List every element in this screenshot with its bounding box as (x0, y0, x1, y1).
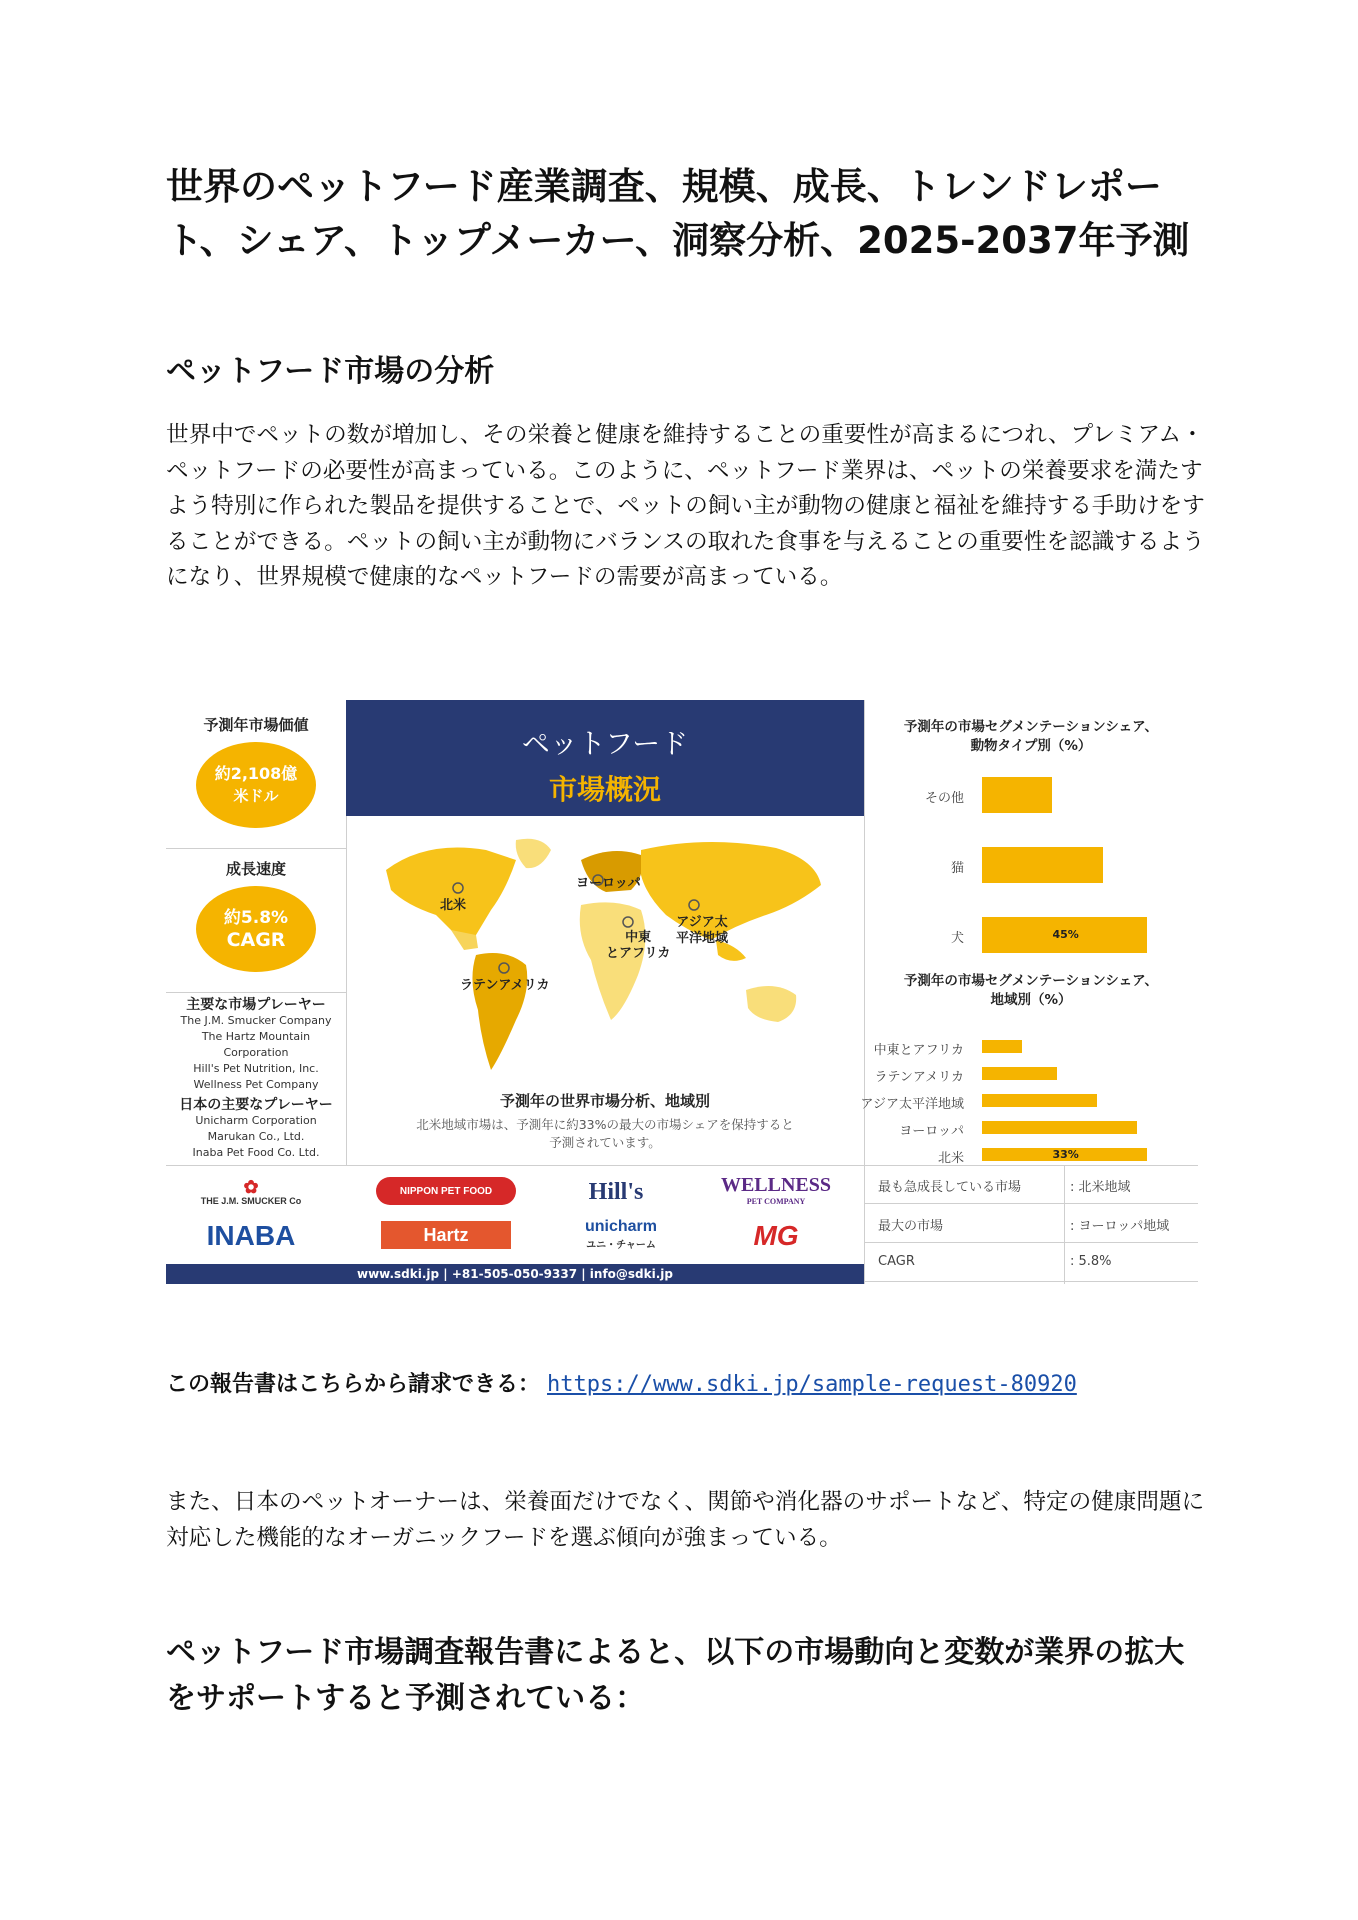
growth-unit: CAGR (226, 929, 286, 951)
bar-row (864, 1060, 1198, 1087)
region-label-europe: ヨーロッパ (576, 876, 641, 891)
bar-category-label: ラテンアメリカ (874, 1069, 964, 1085)
stat-value: : 北米地域 (1070, 1180, 1131, 1195)
bar-row (864, 1141, 1198, 1168)
region-label-apac (676, 915, 728, 947)
player-item: Inaba Pet Food Co. Ltd. (192, 1146, 320, 1159)
stat-row (864, 1243, 1198, 1282)
bar-row (860, 1087, 1198, 1114)
stat-row (864, 1165, 1198, 1204)
bar-category-label: 中東とアフリカ (873, 1042, 964, 1058)
map-note-line: 予測されています。 (549, 1135, 661, 1150)
wellness-logo (706, 1173, 846, 1207)
market-value-unit: 米ドル (233, 787, 279, 805)
logo-text: THE J.M. SMUCKER Co (200, 1196, 302, 1206)
stat-value: : 5.8% (1070, 1254, 1112, 1269)
logo-subtext: PET COMPANY (746, 1197, 806, 1206)
divider (166, 992, 346, 993)
bar (982, 777, 1052, 813)
bar-row (864, 1033, 1198, 1060)
logo-text: WELLNESS (720, 1174, 832, 1196)
infographic-right-panel (860, 700, 1198, 1166)
chart-title-line: 地域別（%） (990, 992, 1072, 1008)
overview-banner (346, 700, 864, 816)
japan-players-label: 日本の主要なプレーヤー (179, 1097, 333, 1113)
sample-request-link[interactable]: https://www.sdki.jp/sample-request-80920 (547, 1372, 1077, 1397)
region-chart-title (864, 972, 1198, 1010)
company-logos (166, 1165, 864, 1263)
player-item: The Hartz Mountain (201, 1030, 311, 1043)
bar-category-label: 北米 (937, 1150, 964, 1166)
region-label-north-america: 北米 (440, 898, 467, 913)
market-value-amount: 約2,108億 (214, 764, 298, 783)
contact-footer: www.sdki.jp | +81-505-050-9337 | info@sdki.jp (166, 1264, 864, 1284)
region-label-line: 中東 (625, 930, 652, 945)
growth-rate: 約5.8% (223, 908, 289, 928)
stat-key: 最大の市場 (878, 1219, 944, 1234)
analysis-paragraph: 世界中でペットの数が増加し、その栄養と健康を維持することの重要性が高まるにつれ、プレミアム・ペットフードの必要性が高まっている。このように、ペットフード業界は、ペットの栄養要求を満たすよう特別に作られた製品を提供することで、ペットの飼い主が動物の健康と福祉を維持する手助けをすることができる。ペットの飼い主が動物にバランスの取れた食事を与えることの重要性を認識するようになり、世界規模で健康的なペットフードの需要が高まっている。 (166, 422, 1205, 590)
market-stats-table (864, 1165, 1198, 1284)
region-label-line: アジア太 (676, 915, 728, 930)
animal-chart-title (864, 718, 1198, 756)
chart-title-line: 予測年の市場セグメンテーションシェア、 (903, 719, 1159, 735)
sample-request-label: この報告書はこちらから請求できる： (166, 1372, 541, 1397)
bar (982, 1094, 1097, 1107)
market-value-label: 予測年市場価値 (203, 716, 309, 734)
logo-text: unicharm (584, 1217, 657, 1235)
stat-key: 最も急成長している市場 (878, 1180, 1022, 1195)
map-title: 予測年の世界市場分析、地域別 (499, 1092, 710, 1110)
marukan-logo: MG (753, 1220, 799, 1251)
player-item: Hill's Pet Nutrition, Inc. (193, 1062, 319, 1075)
world-map (366, 830, 846, 1080)
infographic-bottom (166, 1165, 1198, 1284)
bar-row (864, 760, 1198, 830)
nippon-pet-food-logo: NIPPON PET FOOD (376, 1177, 516, 1205)
japan-owners-paragraph: また、日本のペットオーナーは、栄養面だけでなく、関節や消化器のサポートなど、特定の健康問題に対応した機能的なオーガニックフードを選ぶ傾向が強まっている。 (166, 1489, 1205, 1551)
map-note-line: 北米地域市場は、予測年に約33%の最大の市場シェアを保持すると (416, 1117, 794, 1132)
sample-request-line (166, 1370, 1077, 1400)
bar-row (864, 830, 1198, 900)
infographic-left-panel (166, 700, 346, 1165)
stat-key: CAGR (878, 1254, 915, 1269)
growth-badge (196, 886, 316, 972)
bar (982, 847, 1103, 883)
section-heading-analysis: ペットフード市場の分析 (166, 354, 495, 389)
bar-category-label: 犬 (950, 931, 964, 946)
bar-category-label: ヨーロッパ (899, 1123, 964, 1139)
smucker-mark-icon: ✿ (243, 1177, 259, 1197)
player-item: Marukan Co., Ltd. (207, 1130, 305, 1143)
bar (982, 1121, 1137, 1134)
region-label-middle-east-africa (606, 930, 670, 962)
bar (982, 1040, 1022, 1053)
stat-row (864, 1204, 1198, 1243)
bar-category-label: その他 (924, 791, 964, 806)
chart-title-line: 予測年の市場セグメンテーションシェア、 (903, 973, 1159, 989)
growth-label: 成長速度 (225, 860, 286, 878)
unicharm-logo (556, 1217, 686, 1251)
infographic-center-panel (346, 700, 864, 1165)
banner-subtitle: 市場概況 (548, 773, 661, 806)
region-label-line: とアフリカ (606, 946, 671, 961)
stat-value: : ヨーロッパ地域 (1070, 1219, 1170, 1234)
bar-category-label: アジア太平洋地域 (860, 1096, 964, 1112)
banner-title: ペットフード (521, 727, 689, 760)
market-infographic (166, 700, 1198, 1284)
logo-subtext: ユニ・チャーム (586, 1239, 656, 1251)
bar-row (864, 1114, 1198, 1141)
page-title: 世界のペットフード産業調査、規模、成長、トレンドレポート、シェア、トップメーカー、洞察分析、2025-2037年予測 (166, 165, 1190, 262)
bar-data-label: 33% (1052, 1147, 1079, 1161)
inaba-logo: INABA (206, 1220, 296, 1251)
region-label-line: 平洋地域 (676, 931, 729, 946)
bar-data-label: 45% (1052, 928, 1079, 941)
key-players-list (166, 997, 346, 1161)
market-value-badge (196, 742, 316, 828)
bar-row (864, 900, 1198, 970)
chart-title-line: 動物タイプ別（%） (970, 738, 1092, 754)
map-note (356, 1116, 854, 1152)
player-item: The J.M. Smucker Company (180, 1014, 332, 1027)
key-players-label: 主要な市場プレーヤー (186, 997, 326, 1013)
player-item: Corporation (223, 1046, 289, 1059)
hills-logo: Hill's (588, 1178, 644, 1205)
region-label-latin-america: ラテンアメリカ (460, 978, 550, 993)
section-heading-trends: ペットフード市場調査報告書によると、以下の市場動向と変数が業界の拡大をサポートすると予測されている： (166, 1635, 1185, 1716)
player-item: Wellness Pet Company (193, 1078, 319, 1091)
bar (982, 1067, 1057, 1080)
bar-category-label: 猫 (950, 861, 964, 876)
player-item: Unicharm Corporation (195, 1114, 317, 1127)
divider (166, 848, 346, 849)
hartz-logo: Hartz (381, 1221, 511, 1249)
smucker-logo (176, 1175, 326, 1209)
